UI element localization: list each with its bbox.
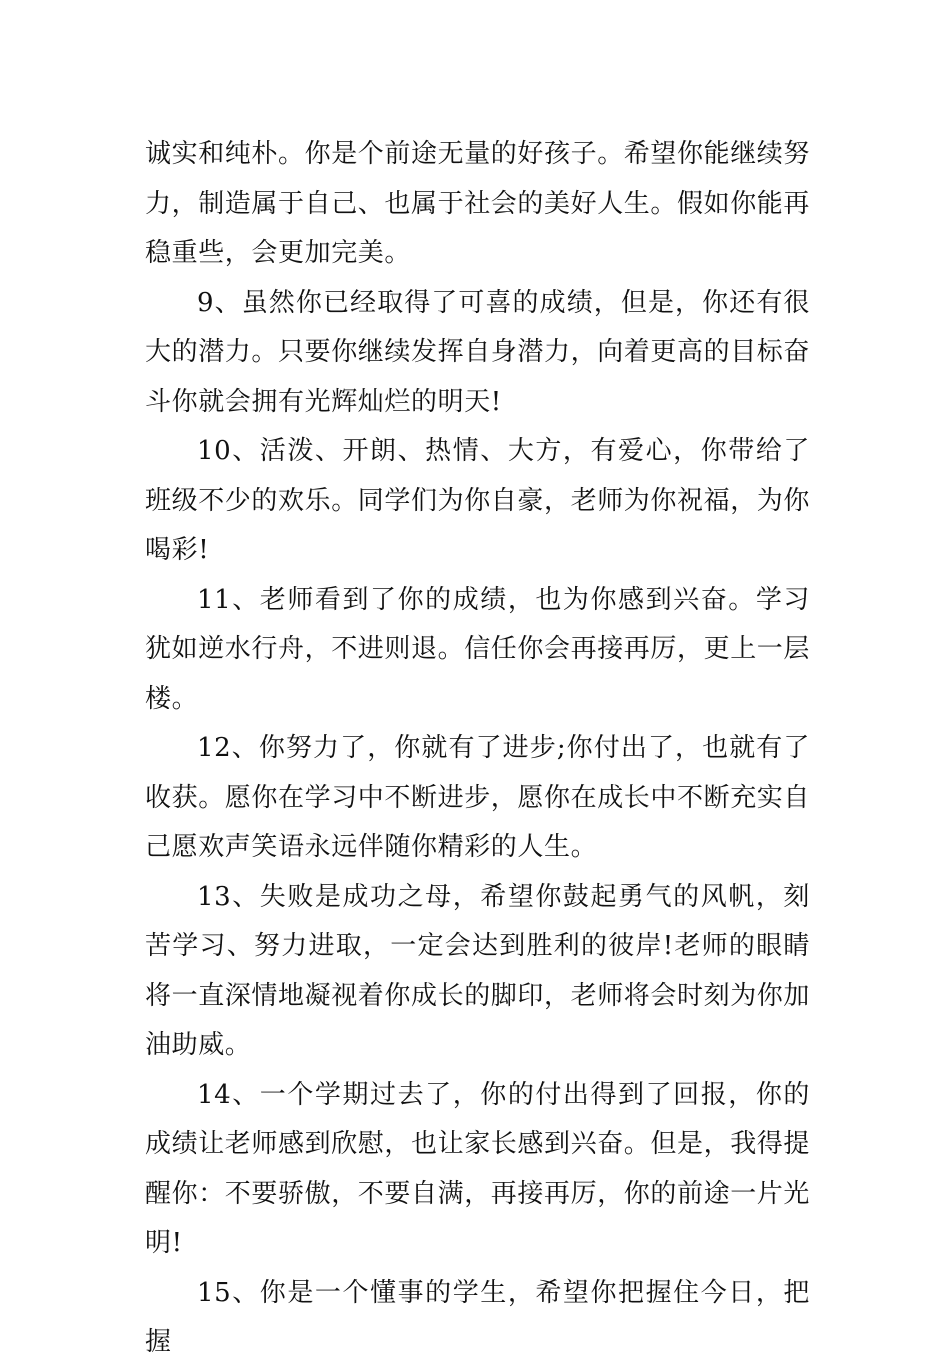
document-body [145,130,810,1368]
paragraph-item-15: 15、你是一个懂事的学生，希望你把握住今日，把握 [145,1277,810,1357]
paragraph-item-13: 13、失败是成功之母，希望你鼓起勇气的风帆，刻苦学习、努力进取，一定会达到胜利的彼岸!老师的眼睛将一直深情地凝视着你成长的脚印，老师将会时刻为你加油助威。 [145,881,811,1060]
paragraph-item-12: 12、你努力了，你就有了进步;你付出了，也就有了收获。愿你在学习中不断进步，愿你在成长中不断充实自己愿欢声笑语永远伴随你精彩的人生。 [145,733,811,862]
paragraph-item-9: 9、虽然你已经取得了可喜的成绩，但是，你还有很大的潜力。只要你继续发挥自身潜力，向着更高的目标奋斗你就会拥有光辉灿烂的明天! [145,287,811,417]
paragraph-item-11: 11、老师看到了你的成绩，也为你感到兴奋。学习犹如逆水行舟，不进则退。信任你会再接再厉，更上一层楼。 [145,584,811,714]
paragraph-item-10: 10、活泼、开朗、热情、大方，有爱心，你带给了班级不少的欢乐。同学们为你自豪，老师为你祝福，为你喝彩! [145,436,811,565]
paragraph-item-14: 14、一个学期过去了，你的付出得到了回报，你的成绩让老师感到欣慰，也让家长感到兴奋。但是，我得提醒你：不要骄傲，不要自满，再接再厉，你的前途一片光明! [145,1079,811,1258]
paragraph-continued: 诚实和纯朴。你是个前途无量的好孩子。希望你能继续努力，制造属于自己、也属于社会的美好人生。假如你能再稳重些，会更加完美。 [145,139,811,268]
